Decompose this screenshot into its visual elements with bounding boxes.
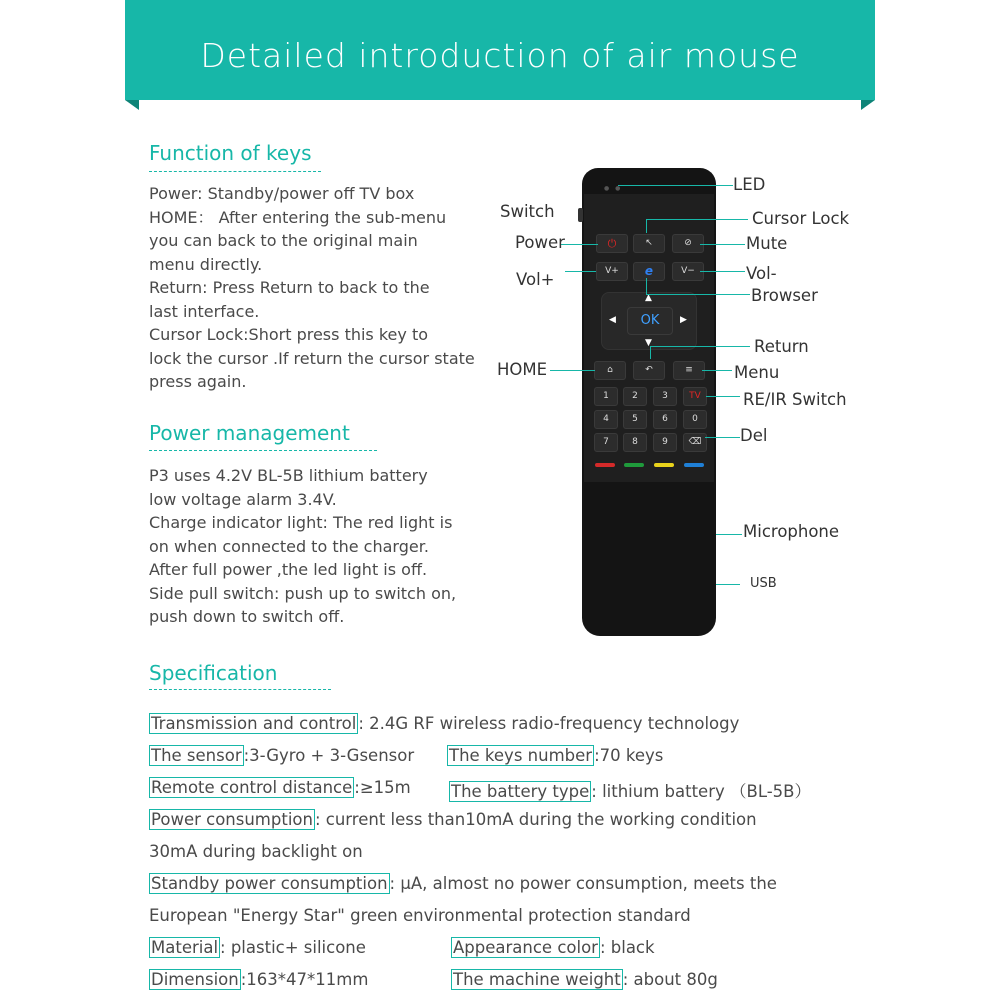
leader-line-usb xyxy=(716,584,740,585)
label-power: Power xyxy=(515,233,565,252)
home-button: ⌂ xyxy=(594,361,626,380)
side-switch xyxy=(578,208,583,222)
vol-down-button: V− xyxy=(672,262,704,281)
spec-value: : 2.4G RF wireless radio-frequency technology xyxy=(358,714,740,733)
leader-line-return-v xyxy=(650,346,651,359)
red-key xyxy=(595,463,615,467)
label-menu: Menu xyxy=(734,363,780,382)
spec-key: The keys number xyxy=(449,746,593,765)
spec-row-power-consumption xyxy=(149,810,757,829)
spec-value: : current less than10mA during the working condition xyxy=(314,810,757,829)
browser-button: e xyxy=(633,262,665,281)
function-keys-title: Function of keys xyxy=(149,141,312,165)
spec-value: :≥15m xyxy=(354,778,411,797)
num-key-4: 4 xyxy=(594,410,618,429)
leader-line-led xyxy=(618,185,733,186)
page-title: Detailed introduction of air mouse xyxy=(200,36,800,75)
num-key-3: 3 xyxy=(653,387,677,406)
text-line: HOME： After entering the sub-menu xyxy=(149,207,447,227)
yellow-key xyxy=(654,463,674,467)
leader-line-vol-plus xyxy=(565,271,596,272)
spec-key: Appearance color xyxy=(453,938,598,957)
green-key xyxy=(624,463,644,467)
spec-row-continued: European "Energy Star" green environmental protection standard xyxy=(149,906,691,925)
label-led: LED xyxy=(733,175,766,194)
spec-row-appearance-color xyxy=(451,938,655,957)
spec-key: Remote control distance xyxy=(151,778,353,797)
num-key-5: 5 xyxy=(623,410,647,429)
num-key-0: 0 xyxy=(683,410,707,429)
label-del: Del xyxy=(740,426,768,445)
text-line: Charge indicator light: The red light is xyxy=(149,513,453,532)
spec-value: : lithium battery （BL-5B） xyxy=(591,782,811,801)
spec-row-standby xyxy=(149,874,777,893)
leader-line-browser xyxy=(646,294,750,295)
num-key-2: 2 xyxy=(623,387,647,406)
leader-line-microphone xyxy=(716,534,742,535)
banner-fold-left xyxy=(125,100,139,110)
label-switch: Switch xyxy=(500,202,555,221)
label-cursor-lock: Cursor Lock xyxy=(752,209,850,228)
text-line: last interface. xyxy=(149,301,260,321)
leader-line-mute xyxy=(700,244,745,245)
spec-row-sensor xyxy=(149,746,414,765)
num-key-7: 7 xyxy=(594,433,618,452)
text-line: low voltage alarm 3.4V. xyxy=(149,489,337,509)
leader-line-home xyxy=(550,370,595,371)
spec-row-distance xyxy=(149,778,411,797)
leader-line-vol-minus xyxy=(700,271,745,272)
label-vol-plus: Vol+ xyxy=(516,270,555,289)
leader-line-power xyxy=(560,244,598,245)
function-keys-text xyxy=(149,182,475,394)
ok-button: OK xyxy=(627,307,673,335)
spec-key: Standby power consumption xyxy=(151,874,388,893)
spec-value: : black xyxy=(599,938,655,957)
leader-line-return xyxy=(650,346,750,347)
spec-value: :3-Gyro + 3-Gsensor xyxy=(243,746,415,765)
text-line: menu directly. xyxy=(149,254,263,274)
spec-row-material xyxy=(149,938,366,957)
spec-row-transmission xyxy=(149,714,739,733)
power-management-text xyxy=(149,464,456,629)
text-line: After full power ,the led light is off. xyxy=(149,560,428,579)
banner-fold-right xyxy=(861,100,875,110)
label-mute: Mute xyxy=(746,234,788,253)
arrow-right-icon: ▶ xyxy=(680,315,687,325)
del-button: ⌫ xyxy=(683,433,707,452)
text-line: push down to switch off. xyxy=(149,607,345,626)
num-key-1: 1 xyxy=(594,387,618,406)
text-line: on when connected to the charger. xyxy=(149,536,429,556)
label-vol-minus: Vol- xyxy=(746,264,777,283)
power-button: ⏻ xyxy=(596,234,628,253)
spec-key: The battery type xyxy=(451,782,590,801)
spec-row-keys-number xyxy=(447,746,663,765)
num-key-8: 8 xyxy=(623,433,647,452)
leader-line-cursor-lock xyxy=(646,219,748,220)
spec-value: : about 80g xyxy=(622,970,718,989)
text-line: Side pull switch: push up to switch on, xyxy=(149,583,457,603)
label-microphone: Microphone xyxy=(743,522,840,541)
spec-value: :70 keys xyxy=(594,746,664,765)
num-key-9: 9 xyxy=(653,433,677,452)
header-banner xyxy=(125,0,875,100)
spec-row-continued: 30mA during backlight on xyxy=(149,842,363,861)
text-line: Cursor Lock:Short press this key to xyxy=(149,325,428,344)
spec-key: Transmission and control xyxy=(151,714,357,733)
cursor-lock-button: ↖ xyxy=(633,234,665,253)
spec-value: :163*47*11mm xyxy=(240,970,369,989)
spec-key: Dimension xyxy=(151,970,239,989)
label-home: HOME xyxy=(497,360,548,379)
text-line: Power: Standby/power off TV box xyxy=(149,184,415,203)
label-re-ir-switch: RE/IR Switch xyxy=(743,390,847,409)
leader-line-cursor-lock-v xyxy=(646,219,647,233)
text-line: you can back to the original main xyxy=(149,231,418,250)
leader-line-del xyxy=(705,437,740,438)
leader-line-re-ir xyxy=(706,396,740,397)
specification-title: Specification xyxy=(149,661,278,685)
text-line: Return: Press Return to back to the xyxy=(149,278,430,297)
tv-button: TV xyxy=(683,387,707,406)
spec-row-dimension xyxy=(149,970,368,989)
back-button: ↶ xyxy=(633,361,665,380)
arrow-down-icon: ▼ xyxy=(645,338,652,348)
num-key-6: 6 xyxy=(653,410,677,429)
spec-key: Power consumption xyxy=(151,810,313,829)
power-management-underline xyxy=(149,450,377,451)
mute-button: ⊘ xyxy=(672,234,704,253)
led-indicator: ● ● xyxy=(604,185,623,192)
function-keys-underline xyxy=(149,171,321,172)
arrow-left-icon: ◀ xyxy=(609,315,616,325)
text-line: P3 uses 4.2V BL-5B lithium battery xyxy=(149,466,428,485)
blue-key xyxy=(684,463,704,467)
menu-button: ≡ xyxy=(673,361,705,380)
text-line: lock the cursor .If return the cursor state xyxy=(149,348,475,368)
label-browser: Browser xyxy=(751,286,818,305)
spec-value: : μA, almost no power consumption, meets the xyxy=(389,874,777,893)
power-management-title: Power management xyxy=(149,421,350,445)
label-return: Return xyxy=(754,337,809,356)
label-usb: USB xyxy=(750,576,777,591)
text-line: press again. xyxy=(149,372,247,391)
vol-up-button: V+ xyxy=(596,262,628,281)
spec-key: The sensor xyxy=(151,746,242,765)
spec-value: : plastic+ silicone xyxy=(220,938,366,957)
leader-line-browser-v xyxy=(646,278,647,294)
arrow-up-icon: ▲ xyxy=(645,293,652,303)
leader-line-menu xyxy=(702,370,732,371)
spec-row-battery-type xyxy=(449,778,811,802)
specification-underline xyxy=(149,689,331,690)
spec-key: Material xyxy=(151,938,219,957)
spec-row-weight xyxy=(451,970,718,989)
spec-key: The machine weight xyxy=(453,970,621,989)
